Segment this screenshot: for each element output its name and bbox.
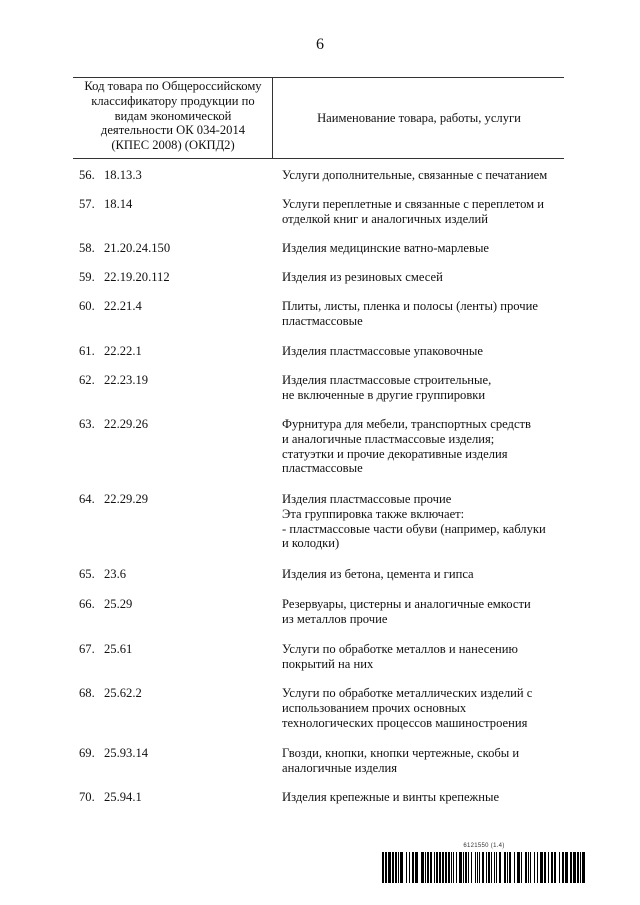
header-code-line: Код товара по Общероссийскому [84, 79, 262, 93]
item-name [282, 299, 572, 329]
header-code-line: видам экономической [114, 108, 232, 123]
item-name-line: Резервуары, цистерны и аналогичные емкости [282, 597, 531, 611]
item-name-line: технологических процессов машиностроения [282, 715, 528, 730]
item-name-line: пластмассовые [282, 461, 363, 476]
item-name-line: - пластмассовые части обуви (например, каблуки [282, 521, 546, 536]
table-header-divider [272, 78, 273, 158]
item-name [282, 686, 572, 730]
row-number: 57. [79, 197, 95, 211]
header-name-label: Наименование товара, работы, услуги [317, 110, 521, 125]
barcode-bar [565, 852, 568, 883]
row-number: 69. [79, 746, 95, 760]
okpd2-code: 18.13.3 [104, 168, 142, 182]
barcode-bar [562, 852, 564, 883]
barcode-bar [400, 852, 403, 883]
item-name-line: Изделия из бетона, цемента и гипса [282, 567, 474, 581]
row-number: 67. [79, 642, 95, 656]
barcode-bar [509, 852, 511, 883]
barcode-bar [573, 852, 576, 883]
barcode-bar [425, 852, 426, 883]
barcode-bar [451, 852, 452, 883]
barcode-bar [465, 852, 467, 883]
item-name [282, 597, 572, 627]
item-name-line: Изделия крепежные и винты крепежные [282, 790, 500, 804]
header-code-column [75, 79, 271, 153]
barcode-bar [582, 852, 585, 883]
row-number: 64. [79, 492, 95, 506]
barcode-bar [517, 852, 520, 883]
okpd2-code: 25.94.1 [104, 790, 142, 804]
item-name-line: Услуги по обработке металлических изделий с [282, 686, 533, 700]
barcode-bar [434, 852, 435, 883]
row-number: 66. [79, 597, 95, 611]
barcode-bar [496, 852, 497, 883]
item-name-line: Плиты, листы, пленка и полосы (ленты) прочие [282, 299, 538, 313]
barcode-bar [442, 852, 444, 883]
barcode-bar [482, 852, 484, 883]
item-name [282, 373, 572, 403]
barcode-bar [554, 852, 556, 883]
barcode-bar [471, 852, 472, 883]
barcode-bar [540, 852, 543, 883]
row-number: 70. [79, 790, 95, 804]
row-number: 59. [79, 270, 95, 284]
barcode-bar [385, 852, 387, 883]
item-name-line: Изделия из резиновых смесей [282, 270, 443, 284]
barcode-bar [463, 852, 464, 883]
item-name [282, 567, 572, 582]
row-number: 58. [79, 241, 95, 255]
item-name [282, 344, 572, 359]
barcode-bar [468, 852, 469, 883]
barcode-bar [551, 852, 553, 883]
okpd2-code: 22.29.29 [104, 492, 149, 506]
row-number: 61. [79, 344, 95, 358]
barcode-bar [486, 852, 487, 883]
item-name-line: Услуги переплетные и связанные с переплетом и [282, 197, 545, 211]
barcode-bar [534, 852, 535, 883]
item-name-line: Услуги по обработке металлов и нанесению [282, 642, 518, 656]
footer-barcode-block [382, 842, 586, 883]
item-name-line: аналогичные изделия [282, 760, 398, 775]
document-code: 6121550 (1.4) [463, 843, 505, 849]
item-name [282, 492, 572, 551]
item-name-line: Услуги дополнительные, связанные с печатанием [282, 168, 548, 182]
barcode-bar [507, 852, 508, 883]
okpd2-code: 22.29.26 [104, 417, 149, 431]
row-number: 63. [79, 417, 95, 431]
barcode-bar [477, 852, 478, 883]
barcode-bar [548, 852, 549, 883]
okpd2-code: 22.23.19 [104, 373, 149, 387]
barcode-bar [475, 852, 476, 883]
item-name [282, 197, 572, 227]
row-number: 56. [79, 168, 95, 182]
barcode-bar [525, 852, 527, 883]
barcode-bar [491, 852, 492, 883]
barcode-bar [421, 852, 424, 883]
barcode-bar [559, 852, 560, 883]
barcode-bar [514, 852, 515, 883]
barcode-bar [570, 852, 572, 883]
item-name-line: покрытий на них [282, 656, 374, 671]
barcode-bar [395, 852, 397, 883]
item-name-line: использованием прочих основных [282, 700, 467, 715]
okpd2-code: 25.62.2 [104, 686, 142, 700]
barcode-bar [580, 852, 581, 883]
item-name [282, 168, 572, 183]
barcode-bar [456, 852, 457, 883]
barcode-bar [494, 852, 495, 883]
okpd2-code: 23.6 [104, 567, 127, 581]
okpd2-code: 25.61 [104, 642, 133, 656]
okpd2-code: 18.14 [104, 197, 133, 211]
barcode-bar [528, 852, 529, 883]
barcode-bar [430, 852, 432, 883]
item-name-line: Гвозди, кнопки, кнопки чертежные, скобы и [282, 746, 520, 760]
barcode-bar [521, 852, 522, 883]
page-number: 6 [316, 36, 324, 53]
row-number: 65. [79, 567, 95, 581]
item-name [282, 417, 572, 476]
item-name-line: Изделия пластмассовые упаковочные [282, 344, 483, 358]
barcode-bar [459, 852, 462, 883]
item-name [282, 270, 572, 285]
item-name-line: пластмассовые [282, 313, 363, 328]
item-name-line: не включенные в другие группировки [282, 387, 486, 402]
header-code-line: деятельности ОК 034-2014 [100, 123, 246, 138]
barcode-bar [530, 852, 531, 883]
barcode-bar [409, 852, 410, 883]
header-name-column [274, 78, 564, 158]
header-code-line: классификатору продукции по [91, 93, 255, 108]
barcode-bar [439, 852, 441, 883]
barcode-bar [448, 852, 450, 883]
okpd2-code: 22.21.4 [104, 299, 142, 313]
barcode-bar [445, 852, 447, 883]
barcode [382, 852, 586, 883]
barcode-bar [544, 852, 546, 883]
okpd2-code: 21.20.24.150 [104, 241, 171, 255]
barcode-bar [415, 852, 418, 883]
barcode-bar [537, 852, 538, 883]
row-number: 62. [79, 373, 95, 387]
item-name-line: и колодки) [282, 536, 340, 551]
barcode-bar [388, 852, 391, 883]
row-number: 60. [79, 299, 95, 313]
item-name [282, 241, 572, 256]
barcode-bar [427, 852, 429, 883]
barcode-bar [382, 852, 384, 883]
item-name-line: из металлов прочие [282, 611, 388, 626]
okpd2-code: 25.93.14 [104, 746, 149, 760]
table-header-bottom-border [73, 158, 564, 159]
item-name-line: и аналогичные пластмассовые изделия; [282, 431, 495, 446]
item-name-line: Эта группировка также включает: [282, 506, 465, 521]
okpd2-code: 25.29 [104, 597, 133, 611]
row-number: 68. [79, 686, 95, 700]
barcode-bar [392, 852, 394, 883]
item-name-line: Изделия пластмассовые прочие [282, 492, 452, 506]
barcode-bar [488, 852, 490, 883]
barcode-bar [577, 852, 579, 883]
header-code-line: (КПЕС 2008) (ОКПД2) [111, 138, 235, 153]
item-name-line: статуэтки и прочие декоративные изделия [282, 446, 508, 461]
barcode-bar [499, 852, 501, 883]
item-name-line: отделкой книг и аналогичных изделий [282, 211, 488, 226]
barcode-bar [453, 852, 454, 883]
item-name-line: Фурнитура для мебели, транспортных средств [282, 417, 531, 431]
okpd2-code: 22.19.20.112 [104, 270, 170, 284]
item-name-line: Изделия пластмассовые строительные, [282, 373, 492, 387]
barcode-bar [479, 852, 480, 883]
item-name [282, 642, 572, 672]
barcode-bar [398, 852, 399, 883]
barcode-bar [406, 852, 407, 883]
okpd2-code: 22.22.1 [104, 344, 142, 358]
barcode-bar [436, 852, 438, 883]
item-name-line: Изделия медицинские ватно-марлевые [282, 241, 490, 255]
item-name [282, 790, 572, 805]
barcode-bar [412, 852, 414, 883]
barcode-bar [504, 852, 506, 883]
item-name [282, 746, 572, 776]
